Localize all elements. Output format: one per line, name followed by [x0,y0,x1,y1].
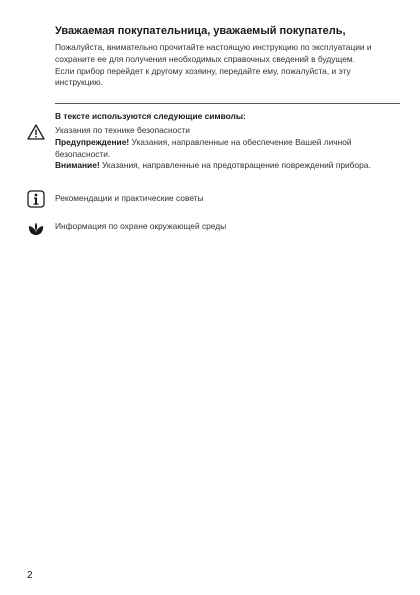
section-divider [55,103,400,104]
intro-text [55,42,400,89]
environment-text: Информация по охране окружающей среды [55,221,227,231]
intro-paragraph-2: Если прибор перейдет к другому хозяину, передайте ему, пожалуйста, и эту инструкцию. [55,65,351,88]
intro-paragraph-1: Пожалуйста, внимательно прочитайте настоящую инструкцию по эксплуатации и сохраните ее для получения необходимых справочных сведений в будущем. [55,42,372,64]
page-title: Уважаемая покупательница, уважаемый покупатель, [55,25,346,37]
environment-symbol-description [55,221,400,233]
safety-symbol-description [55,125,400,172]
safety-instructions-text: Указания по технике безопасности [55,125,190,135]
tips-text: Рекомендации и практические советы [55,193,204,203]
warning-text: Указания, направленные на обеспечение Вашей личной безопасности. [55,136,352,159]
caution-note [55,160,400,172]
info-icon [27,190,45,208]
tips-symbol-description [55,193,400,205]
page-number: 2 [27,570,33,581]
warning-label: Предупреждение! [55,136,130,147]
warning-triangle-icon [27,124,45,140]
warning-note [55,137,400,161]
caution-label: Внимание! [55,160,100,171]
symbols-heading: В тексте используются следующие символы: [55,111,246,121]
caution-text: Указания, направленные на предотвращение повреждений прибора. [99,160,371,171]
leaf-environment-icon [27,221,45,237]
